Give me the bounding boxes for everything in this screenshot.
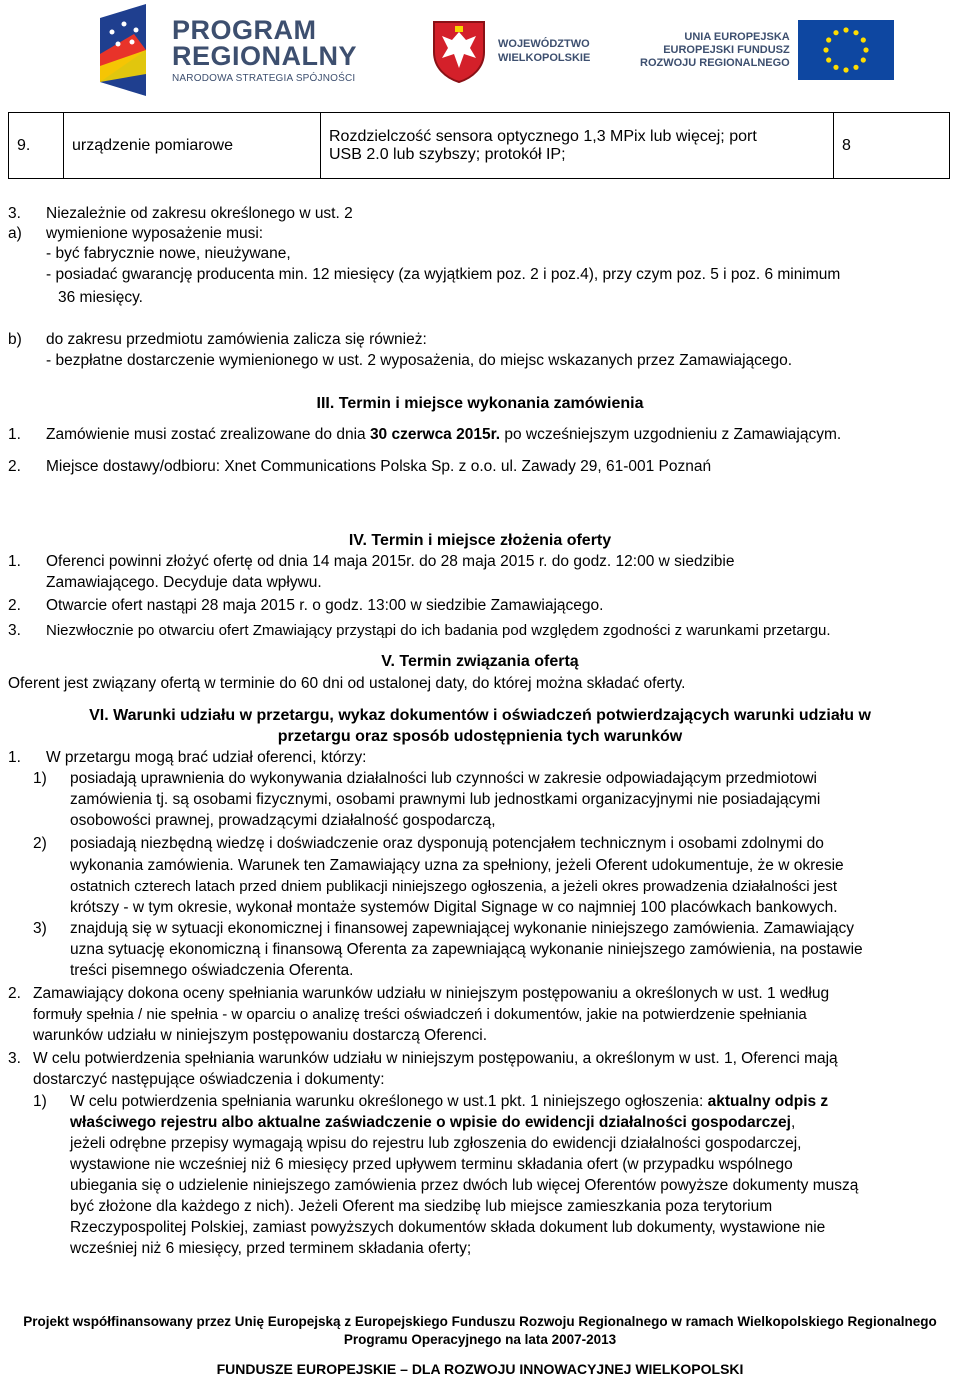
wojewodztwo-line1: WOJEWÓDZTWO <box>498 38 590 50</box>
program-regionalny-logo <box>94 4 357 96</box>
row-quantity: 8 <box>834 113 950 179</box>
row-spec-line1: Rozdzielczość sensora optycznego 1,3 MPix lub więcej; port <box>329 127 757 145</box>
item-number: 1. <box>8 749 21 766</box>
item-number: 2. <box>8 458 21 475</box>
item-number: 3. <box>8 1050 21 1067</box>
program-title: PROGRAM <box>172 14 317 45</box>
item-text: jeżeli odrębne przepisy wymagają wpisu do rejestru lub zgłoszenia do ewidencji działalności gospodarczej, <box>70 1135 802 1152</box>
row-specification <box>321 113 834 179</box>
footer-line1: Projekt współfinansowany przez Unię Europejską z Europejskiego Funduszu Rozwoju Regionalnego w ramach Wielkopolskiego Regionalnego <box>23 1314 937 1329</box>
ue-line3: ROZWOJU REGIONALNEGO <box>640 56 790 69</box>
item-text: Rzeczypospolitej Polskiej, zamiast powyższych dokumentów składa dokument lub dokumenty, wystawione nie <box>70 1219 826 1236</box>
wojewodztwo-text <box>498 37 590 65</box>
item-text: do zakresu przedmiotu zamówienia zalicza się również: <box>46 331 427 348</box>
item-text: Oferent jest związany ofertą w terminie do 60 dni od ustalonej daty, do której można składać oferty. <box>8 675 686 692</box>
item-text: ubiegania się o udzielenie niniejszego zamówienia przez dwóch lub więcej Oferentów powyższe dokumenty muszą <box>70 1177 859 1194</box>
item-text: Zamawiający dokona oceny spełniania warunków udziału w niniejszym postępowaniu a określonych w ust. 1 według <box>33 985 830 1002</box>
footer-slogan: FUNDUSZE EUROPEJSKIE – DLA ROZWOJU INNOWACYJNEJ WIELKOPOLSKI <box>216 1361 744 1377</box>
item-number: 2. <box>8 597 21 614</box>
item-text: osobowości prawnej, prowadzącymi działalność gospodarczą, <box>70 812 496 829</box>
item-text: zamówienia tj. są osobami fizycznymi, osobami prawnymi lub jednostkami organizacyjnymi nie posiadającymi <box>70 791 821 808</box>
item-text: dostarczyć następujące oświadczenia i dokumenty: <box>33 1071 385 1088</box>
logo-bar <box>0 0 960 104</box>
item-number: 3. <box>8 622 21 639</box>
sub-item-number: 1) <box>33 770 47 787</box>
section-heading: VI. Warunki udziału w przetargu, wykaz dokumentów i oświadczeń potwierdzających warunki udziału w <box>89 707 871 724</box>
regionalny-title: REGIONALNY <box>172 40 358 71</box>
item-text: posiadają uprawnienia do wykonywania działalności lub czynności w zakresie odpowiadającym przedmiotowi <box>70 770 817 787</box>
item-text: W przetargu mogą brać udział oferenci, którzy: <box>46 749 367 766</box>
eu-flag-icon <box>798 20 894 80</box>
section-heading: przetargu oraz sposób udostępnienia tych warunków <box>277 728 683 745</box>
program-regionalny-text <box>172 14 358 84</box>
program-subtitle: NARODOWA STRATEGIA SPÓJNOŚCI <box>172 72 356 84</box>
sub-item-number: 2) <box>33 835 47 852</box>
item-text: W celu potwierdzenia spełniania warunków udziału w niniejszym postępowaniu, a określonym w ust. 1, Oferenci mają <box>33 1050 838 1067</box>
item-text: być złożone dla każdego z nich). Jeżeli Oferent ma siedzibę lub miejsce zamieszkania poza terytorium <box>70 1198 773 1215</box>
ue-line2: EUROPEJSKI FUNDUSZ <box>663 43 790 56</box>
item-letter: a) <box>8 225 22 242</box>
ue-text <box>640 31 790 70</box>
section-heading: V. Termin związania ofertą <box>381 653 579 670</box>
unia-europejska-logo <box>640 20 894 80</box>
item-text: znajdują się w sytuacji ekonomicznej i finansowej zapewniającej wykonanie niniejszego zamówienia. Zamawiający <box>70 920 855 937</box>
wojewodztwo-line2: WIELKOPOLSKIE <box>498 52 591 64</box>
item-text: wymienione wyposażenie musi: <box>46 225 264 242</box>
item-text: Otwarcie ofert nastąpi 28 maja 2015 r. o godz. 13:00 w siedzibie Zamawiającego. <box>46 597 604 614</box>
ue-line1: UNIA EUROPEJSKA <box>684 30 790 43</box>
item-text: W celu potwierdzenia spełniania warunku określonego w ust.1 pkt. 1 niniejszego ogłoszenia: aktualny odpis z <box>70 1093 829 1110</box>
item-text: Zamówienie musi zostać zrealizowane do dnia 30 czerwca 2015r. po wcześniejszym uzgodnieniu z Zamawiającym. <box>46 426 842 443</box>
equipment-table <box>8 112 950 179</box>
footer-line2: Programu Operacyjnego na lata 2007-2013 <box>343 1332 617 1347</box>
item-text: - bezpłatne dostarczenie wymienionego w ust. 2 wyposażenia, do miejsc wskazanych przez Zamawiającego. <box>46 352 793 369</box>
item-text: - być fabrycznie nowe, nieużywane, <box>46 245 291 262</box>
row-spec-line2: USB 2.0 lub szybszy; protokół IP; <box>329 145 566 163</box>
item-text: 36 miesięcy. <box>58 289 143 306</box>
section-heading: IV. Termin i miejsce złożenia oferty <box>348 532 612 549</box>
item-text: warunków udziału w niniejszym postępowaniu dostarczą Oferenci. <box>33 1027 488 1044</box>
item-text: posiadają niezbędną wiedzę i doświadczenie oraz dysponują potencjałem technicznym i osobami zdolnymi do <box>70 835 824 852</box>
program-regionalny-emblem-icon <box>94 4 164 96</box>
item-letter: b) <box>8 331 22 348</box>
row-number: 9. <box>9 113 64 179</box>
item-number: 2. <box>8 985 21 1002</box>
item-text: Zamawiającego. Decyduje data wpływu. <box>46 574 322 591</box>
item-text: Niezależnie od zakresu określonego w ust. 2 <box>46 205 353 222</box>
item-text: Oferenci powinni złożyć ofertę od dnia 14 maja 2015r. do 28 maja 2015 r. do godz. 12:00 w siedzibie <box>46 553 735 570</box>
item-text: właściwego rejestru albo aktualne zaświadczenie o wpisie do ewidencji działalności gospodarczej, <box>70 1114 796 1131</box>
item-text: - posiadać gwarancję producenta min. 12 miesięcy (za wyjątkiem poz. 2 i poz.4), przy czym poz. 5 i poz. 6 minimum <box>46 266 841 283</box>
item-number: 3. <box>8 205 21 222</box>
sub-item-number: 1) <box>33 1093 47 1110</box>
item-text: wcześniej niż 6 miesięcy, przed terminem składania oferty; <box>70 1240 472 1257</box>
sub-item-number: 3) <box>33 920 47 937</box>
table-row <box>9 113 950 179</box>
item-text: uzna sytuację ekonomiczną i finansową Oferenta za zapewniającą wykonanie niniejszego zamówienia, na postawie <box>70 941 863 958</box>
wojewodztwo-logo <box>430 18 590 84</box>
item-text: krótszy - w tym okresie, wykonał montaże systemów Digital Signage w co najmniej 100 placówkach bankowych. <box>70 899 838 916</box>
section-heading: III. Termin i miejsce wykonania zamówienia <box>316 395 644 412</box>
item-text: wykonania zamówienia. Warunek ten Zamawiający uzna za spełniony, jeżeli Oferent udokumentuje, że w okresie <box>70 857 844 874</box>
item-text: treści pisemnego oświadczenia Oferenta. <box>70 962 354 979</box>
row-name: urządzenie pomiarowe <box>64 113 321 179</box>
wielkopolska-eagle-crest-icon <box>430 18 488 84</box>
item-text: formuły spełnia / nie spełnia - w oparciu o analizę treści oświadczeń i dokumentów, jakie na potwierdzenie spełniania <box>33 1006 807 1023</box>
item-text: Miejsce dostawy/odbioru: Xnet Communications Polska Sp. z o.o. ul. Zawady 29, 61-001 Poznań <box>46 458 712 475</box>
item-text: wystawione nie wcześniej niż 6 miesięcy przed upływem terminu składania ofert (w przypadku wspólnego <box>70 1156 793 1173</box>
item-text: Niezwłocznie po otwarciu ofert Zmawiający przystąpi do ich badania pod względem zgodności z warunkami przetargu. <box>46 622 831 639</box>
item-number: 1. <box>8 553 21 570</box>
item-number: 1. <box>8 426 21 443</box>
item-text: ostatnich czterech latach przed dniem publikacji niniejszego ogłoszenia, a jeżeli okres prowadzenia działalności jest <box>70 878 838 895</box>
